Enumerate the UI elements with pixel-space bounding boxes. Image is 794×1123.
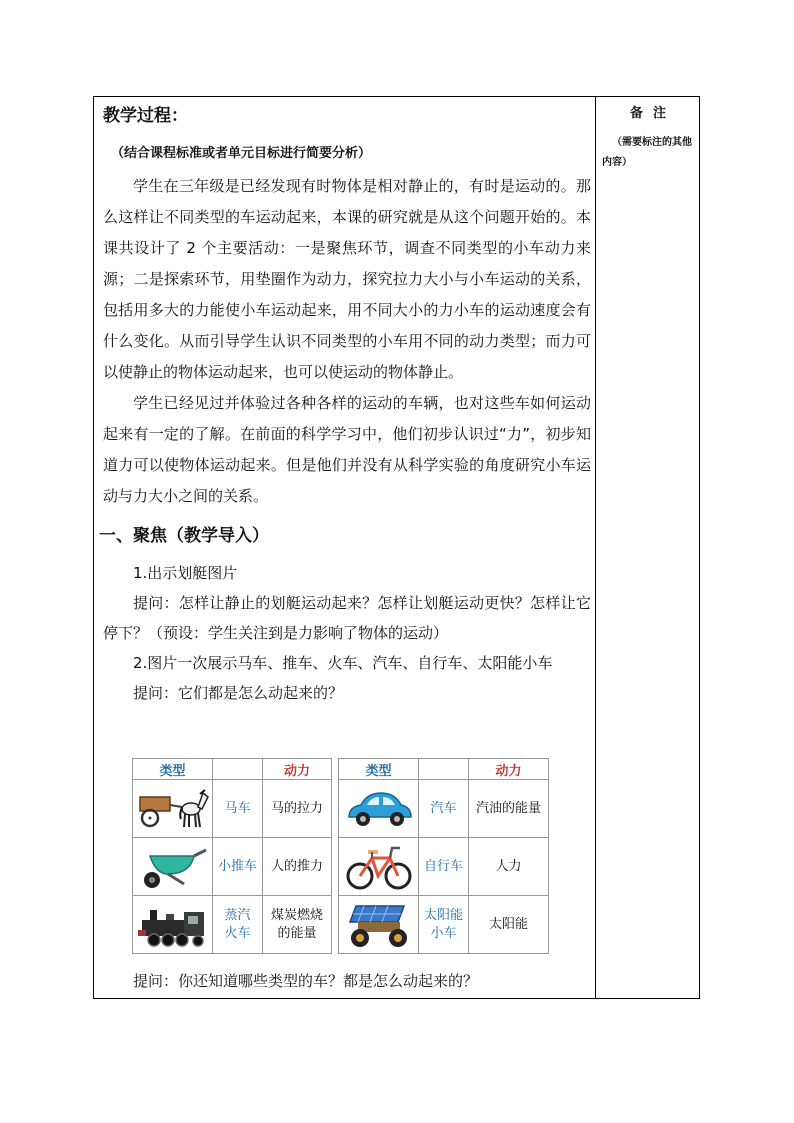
car-icon bbox=[339, 780, 419, 838]
vehicle-name: 自行车 bbox=[419, 838, 469, 896]
header-blank bbox=[419, 759, 469, 780]
header-type: 类型 bbox=[339, 759, 419, 780]
table-row bbox=[339, 780, 549, 838]
bicycle-icon bbox=[339, 838, 419, 896]
remarks-title: 备注 bbox=[629, 106, 676, 121]
vehicle-power: 太阳能 bbox=[469, 896, 549, 954]
analysis-paragraph-1: 学生在三年级是已经发现有时物体是相对静止的，有时是运动的。那么这样让不同类型的车运动起来，本课的研究就是从这个问题开始的。本课共设计了 2 个主要活动：一是聚焦环节，调查不同类型的小车动力来源；二是探索环节，用垫圈作为动力，探究拉力大小与小车运动的关系，包括用多大的力能使小车运动起来，用不同大小的力小车的运动速度会有什么变化。从而引导学生认识不同类型的小车用不同的动力类型；而力可以使静止的物体运动起来，也可以使运动的物体静止。 bbox=[103, 177, 591, 381]
step-1: 1.出示划艇图片 bbox=[133, 564, 238, 582]
table-row bbox=[133, 780, 332, 838]
step-1-question: 提问：怎样让静止的划艇运动起来？怎样让划艇运动更快？怎样让它停下？（预设：学生关注到是力影响了物体的运动） bbox=[103, 594, 591, 642]
vehicle-name: 蒸汽 火车 bbox=[213, 896, 263, 954]
vehicle-name: 太阳能 小车 bbox=[419, 896, 469, 954]
vehicle-name: 小推车 bbox=[213, 838, 263, 896]
closing-question: 提问：你还知道哪些类型的车？都是怎么动起来的？ bbox=[133, 972, 479, 990]
page-title: 教学过程： bbox=[103, 106, 188, 126]
vehicle-power: 人力 bbox=[469, 838, 549, 896]
solar-car-icon bbox=[339, 896, 419, 954]
step-2: 2.图片一次展示马车、推车、火车、汽车、自行车、太阳能小车 bbox=[133, 654, 553, 672]
table-row bbox=[133, 838, 332, 896]
section-title: 一、聚焦（教学导入） bbox=[99, 526, 269, 546]
remarks-column bbox=[596, 96, 700, 173]
vehicle-power: 人的推力 bbox=[263, 838, 332, 896]
vehicle-table-left bbox=[132, 758, 332, 954]
analysis-paragraph-2: 学生已经见过并体验过各种各样的运动的车辆，也对这些车如何运动起来有一定的了解。在前面的科学学习中，他们初步认识过“力”，初步知道力可以使物体运动起来。但是他们并没有从科学实验的角度研究小车运动与力大小之间的关系。 bbox=[103, 394, 591, 505]
vehicle-power: 汽油的能量 bbox=[469, 780, 549, 838]
header-type: 类型 bbox=[133, 759, 213, 780]
horse-cart-icon bbox=[133, 780, 213, 838]
header-blank bbox=[213, 759, 263, 780]
header-power: 动力 bbox=[263, 759, 332, 780]
vehicle-table-right bbox=[338, 758, 549, 954]
table-row bbox=[339, 838, 549, 896]
vehicle-name: 汽车 bbox=[419, 780, 469, 838]
table-row bbox=[339, 896, 549, 954]
column-divider bbox=[595, 97, 596, 998]
vehicle-power: 煤炭燃烧 的能量 bbox=[263, 896, 332, 954]
vehicle-power: 马的拉力 bbox=[263, 780, 332, 838]
table-row bbox=[133, 896, 332, 954]
vehicle-name: 马车 bbox=[213, 780, 263, 838]
analysis-note: （结合课程标准或者单元目标进行简要分析） bbox=[111, 146, 372, 161]
remarks-note: （需要标注的其他内容） bbox=[602, 137, 692, 168]
steam-train-icon bbox=[133, 896, 213, 954]
wheelbarrow-icon bbox=[133, 838, 213, 896]
header-power: 动力 bbox=[469, 759, 549, 780]
teaching-process-column bbox=[99, 102, 591, 708]
step-2-question: 提问：它们都是怎么动起来的？ bbox=[133, 684, 344, 702]
